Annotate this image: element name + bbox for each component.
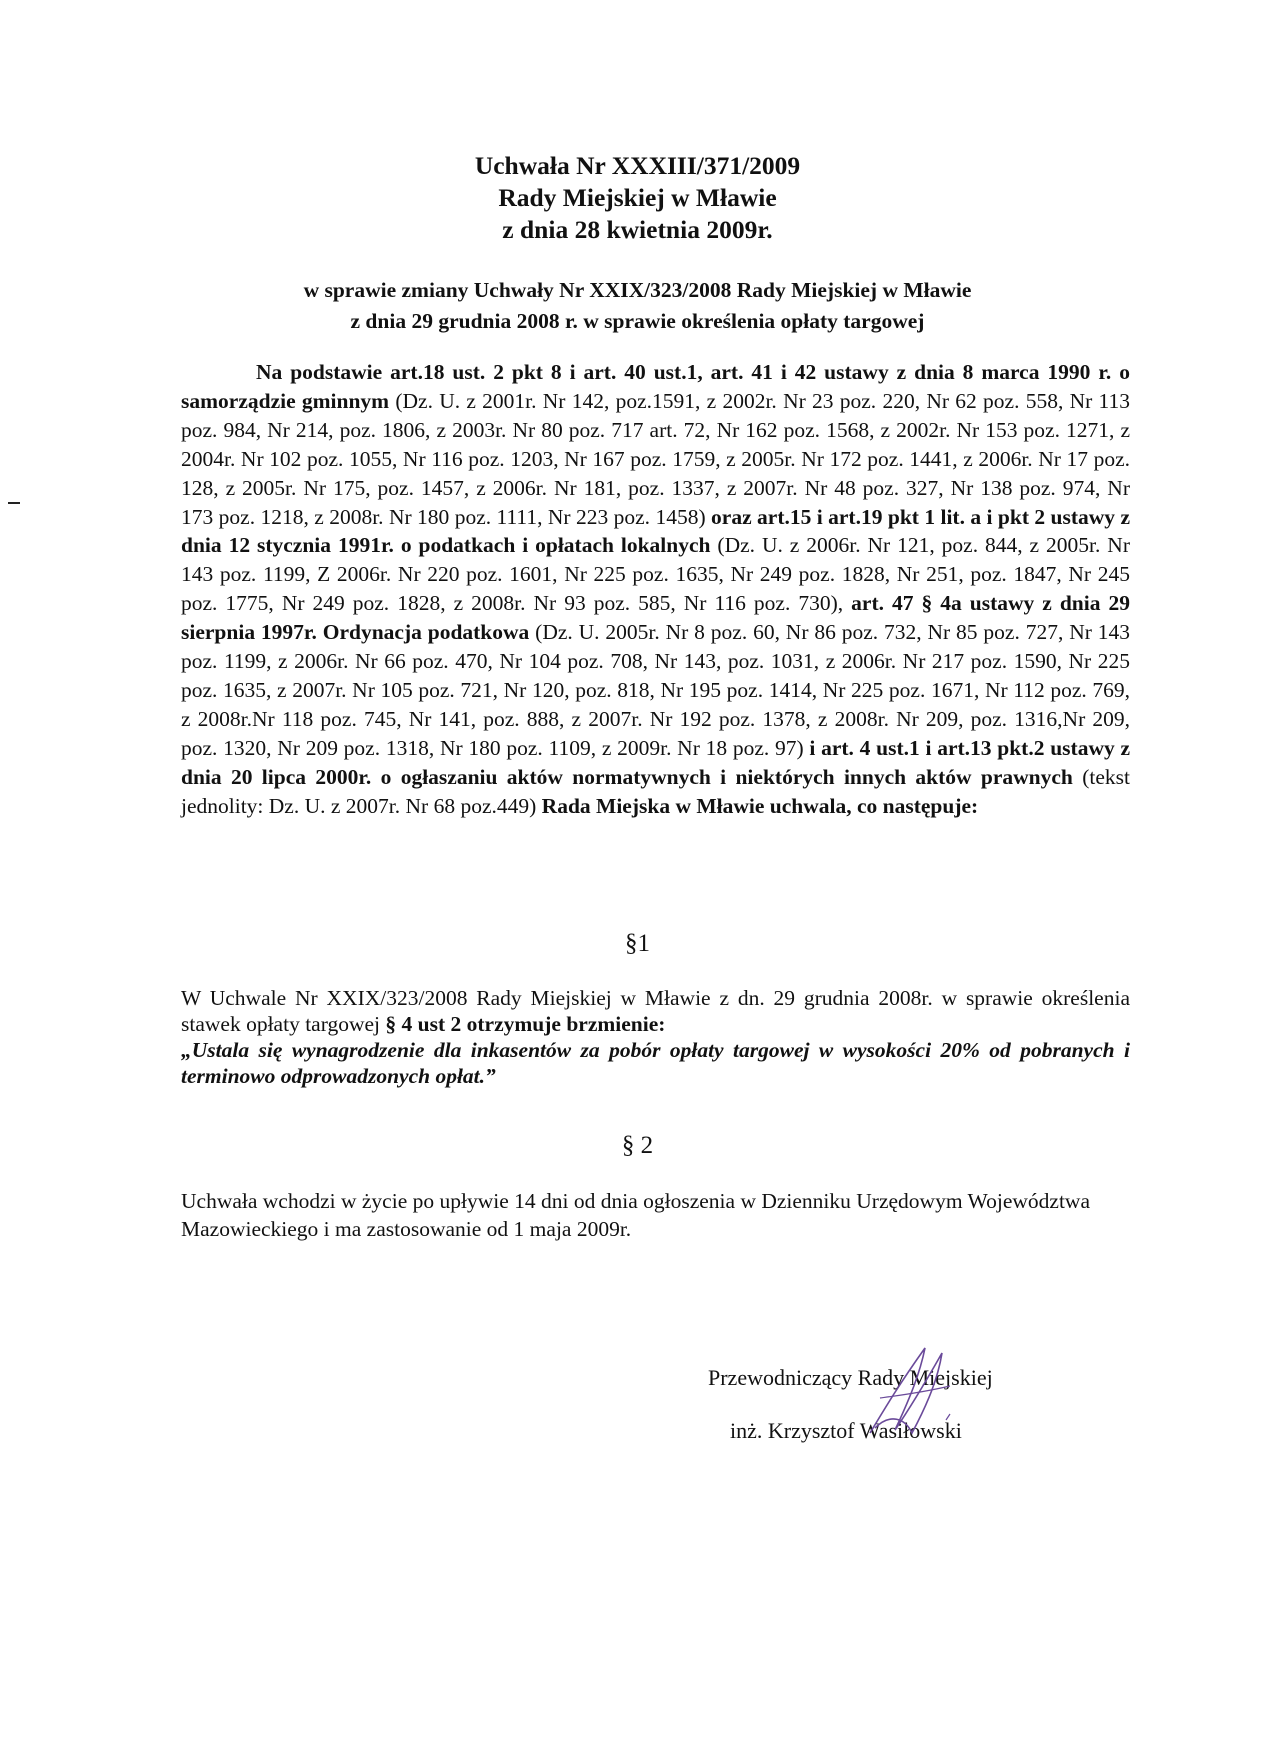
subject-line-2: z dnia 29 grudnia 2008 r. w sprawie określenia opłaty targowej <box>350 309 925 333</box>
signatory-title: Przewodniczący Rady Miejskiej <box>708 1365 993 1390</box>
basis-part-1: Na podstawie art.18 ust. 2 pkt 8 i art. 40 ust.1, art. 41 i 42 ustawy z dnia 8 marca 1990 r. o samorządzie gminnym <box>181 360 1130 413</box>
resolution-date: z dnia 28 kwietnia 2009r. <box>502 215 773 244</box>
basis-part-9: Rada Miejska w Mławie uchwala, co następuje: <box>541 793 979 818</box>
legal-basis-paragraph <box>181 358 1130 821</box>
basis-part-5: art. 47 § 4a ustawy z dnia 29 sierpnia 1997r. Ordynacja podatkowa <box>181 591 1130 645</box>
basis-part-4: (Dz. U. z 2006r. Nr 121, poz. 844, z 2005r. Nr 143 poz. 1199, Z 2006r. Nr 220 poz. 1601, Nr 225 poz. 1635, Nr 249 poz. 1828, Nr 251, poz. 1847, Nr 245 poz. 1775, Nr 249 poz. 1828, z 2008r. Nr 93 poz. 585, Nr 116 poz. 730), <box>181 533 1130 616</box>
basis-part-3: oraz art.15 i art.19 pkt 1 lit. a i pkt 2 ustawy z dnia 12 stycznia 1991r. o podatkach i opłatach lokalnych <box>181 504 1130 558</box>
section-1-quote: „Ustala się wynagrodzenie dla inkasentów za pobór opłaty targowej w wysokości 20% od pobranych i terminowo odprowadzonych opłat.” <box>181 1038 1130 1088</box>
resolution-title <box>0 150 1275 246</box>
section-1-amended-clause: § 4 ust 2 otrzymuje brzmienie: <box>385 1012 666 1036</box>
signatory-name: inż. Krzysztof Wasiłowski <box>730 1418 962 1443</box>
section-1-paragraph <box>181 985 1130 1089</box>
section-2-heading: § 2 <box>621 1132 654 1159</box>
section-1-text: W Uchwale Nr XXIX/323/2008 Rady Miejskiej w Mławie z dn. 29 grudnia 2008r. w sprawie określenia stawek opłaty targowej <box>181 986 1130 1036</box>
scan-artifact-mark <box>8 502 20 504</box>
handwritten-signature <box>850 1338 970 1458</box>
basis-part-7: i art. 4 ust.1 i art.13 pkt.2 ustawy z dnia 20 lipca 2000r. o ogłaszaniu aktów normatywnych i niektórych innych aktów prawnych <box>181 735 1130 789</box>
council-name: Rady Miejskiej w Mławie <box>498 183 777 212</box>
resolution-number: Uchwała Nr XXXIII/371/2009 <box>474 151 801 180</box>
basis-part-2: (Dz. U. z 2001r. Nr 142, poz.1591, z 2002r. Nr 23 poz. 220, Nr 62 poz. 558, Nr 113 poz. 984, Nr 214, poz. 1806, z 2003r. Nr 80 poz. 717 art. 72, Nr 162 poz. 1568, z 2002r. Nr 153 poz. 1271, z 2004r. Nr 102 poz. 1055, Nr 116 poz. 1203, Nr 167 poz. 1759, z 2005r. Nr 172 poz. 1441, z 2006r. Nr 17 poz. 128, z 2005r. Nr 175, poz. 1457, z 2006r. Nr 181, poz. 1337, z 2007r. Nr 48 poz. 327, Nr 138 poz. 974, Nr 173 poz. 1218, z 2008r. Nr 180 poz. 1111, Nr 223 poz. 1458) <box>181 388 1130 529</box>
section-1-heading: §1 <box>625 930 650 957</box>
subject-line-1: w sprawie zmiany Uchwały Nr XXIX/323/2008 Rady Miejskiej w Mławie <box>303 278 972 302</box>
basis-part-6: (Dz. U. 2005r. Nr 8 poz. 60, Nr 86 poz. 732, Nr 85 poz. 727, Nr 143 poz. 1199, z 2006r. Nr 66 poz. 470, Nr 104 poz. 708, Nr 143, poz. 1031, z 2006r. Nr 217 poz. 1590, Nr 225 poz. 1635, z 2007r. Nr 105 poz. 721, Nr 120, poz. 818, Nr 195 poz. 1414, Nr 225 poz. 1671, Nr 112 poz. 769, z 2008r.Nr 118 poz. 745, Nr 141, poz. 888, z 2007r. Nr 192 poz. 1378, z 2008r. Nr 209, poz. 1316,Nr 209, poz. 1320, Nr 209 poz. 1318, Nr 180 poz. 1109, z 2009r. Nr 18 poz. 97) <box>181 620 1130 760</box>
basis-part-8: (tekst jednolity: Dz. U. z 2007r. Nr 68 poz.449) <box>181 764 1130 818</box>
resolution-subject <box>0 275 1275 337</box>
section-2-paragraph: Uchwała wchodzi w życie po upływie 14 dni od dnia ogłoszenia w Dzienniku Urzędowym Województwa Mazowieckiego i ma zastosowanie od 1 maja 2009r. <box>181 1189 1090 1241</box>
